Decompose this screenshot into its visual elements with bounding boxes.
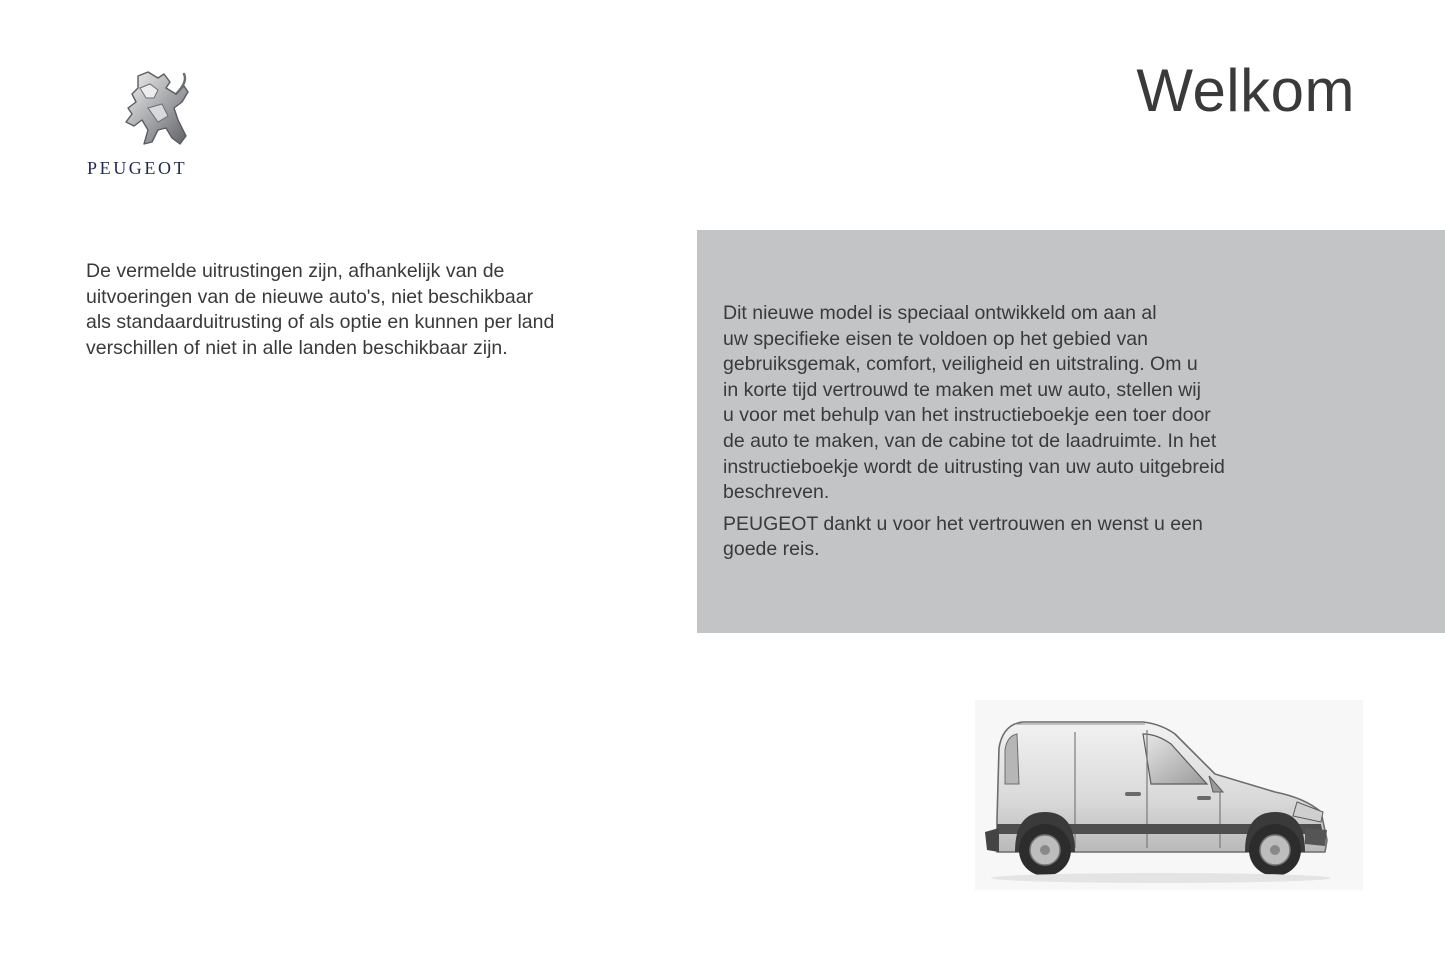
intro-line: uw specifieke eisen te voldoen op het gebied van [723,327,1148,350]
thanks-line: PEUGEOT dankt u voor het vertrouwen en wenst u een [723,512,1203,535]
van-illustration [975,700,1363,890]
disclaimer-line: als standaarduitrusting of als optie en kunnen per land [86,311,555,334]
brand-wordmark: PEUGEOT [87,158,188,178]
intro-text [723,301,1333,563]
intro-panel [697,230,1445,633]
disclaimer-line: De vermelde uitrustingen zijn, afhankelijk van de [86,260,505,282]
peugeot-lion-icon [118,68,192,148]
intro-line: in korte tijd vertrouwd te maken met uw auto, stellen wij [723,378,1201,401]
disclaimer-line: verschillen of niet in alle landen beschikbaar zijn. [86,336,508,359]
intro-paragraph [723,301,1333,506]
intro-line: Dit nieuwe model is speciaal ontwikkeld om aan al [723,302,1157,324]
disclaimer-text [86,259,686,361]
peugeot-logo [84,68,236,180]
intro-line: u voor met behulp van het instructieboekje een toer door [723,404,1211,427]
thanks-line: goede reis. [723,538,820,561]
disclaimer-line: uitvoeringen van de nieuwe auto's, niet beschikbaar [86,285,534,308]
intro-line: beschreven. [723,481,830,504]
intro-line: instructieboekje wordt de uitrusting van uw auto uitgebreid [723,455,1225,478]
page-title: Welkom [1136,57,1355,124]
intro-line: gebruiksgemak, comfort, veiligheid en uitstraling. Om u [723,353,1198,376]
intro-line: de auto te maken, van de cabine tot de laadruimte. In het [723,429,1217,452]
thanks-paragraph [723,512,1333,563]
